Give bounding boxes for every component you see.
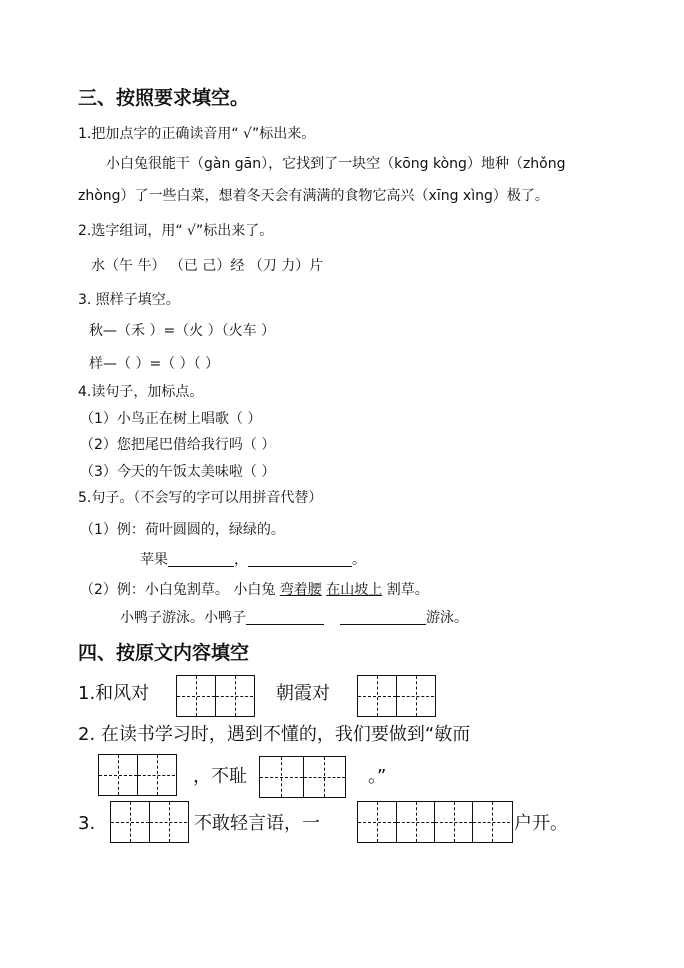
q5-example-2-underline-2: 在山坡上: [326, 582, 383, 598]
q5-prompt: 5.句子。（不会写的字可以用拼音代替）: [78, 490, 323, 506]
q2-prompt: 2.选字组词，用“ √”标出来了。: [78, 223, 274, 239]
q5-example-2-underline-1: 弯着腰: [279, 582, 322, 598]
q5-example-2-end: 割草。: [382, 582, 429, 598]
q3-prompt: 3. 照样子填空。: [78, 292, 180, 308]
q3-example: 秋—（禾 ）=（火 ）（火车 ）: [89, 323, 276, 339]
answer-blank[interactable]: [168, 550, 234, 567]
q4-prompt: 4.读句子，加标点。: [78, 384, 204, 400]
q5-example-2: [80, 580, 429, 600]
s4-q3-number: 3.: [78, 813, 96, 834]
answer-blank[interactable]: [248, 550, 352, 567]
q1-prompt: 1.把加点字的正确读音用“ √”标出来。: [78, 126, 316, 142]
q4-item: （2）您把尾巴借给我行吗（ ）: [80, 437, 276, 453]
writing-grid[interactable]: [357, 675, 436, 717]
s4-q3-end: 户开。: [514, 813, 568, 834]
writing-grid[interactable]: [98, 754, 177, 796]
writing-grid[interactable]: [259, 756, 346, 798]
q2-options: 水（午 牛） （已 己）经 （刀 力）片: [91, 258, 324, 274]
q5-answer-2-end: 游泳。: [426, 610, 468, 626]
writing-grid[interactable]: [357, 801, 513, 843]
q5-example-2-start: （2）例：小白兔割草。 小白兔: [80, 582, 280, 598]
s4-q2-middle: ，不耻: [193, 766, 247, 787]
answer-blank[interactable]: [246, 608, 324, 625]
q1-text-line2: zhòng）了一些白菜，想着冬天会有满满的食物它高兴（xīng xìng）极了。: [78, 188, 549, 204]
writing-grid[interactable]: [110, 801, 189, 843]
q4-item: （1）小鸟正在树上唱歌（ ）: [80, 411, 262, 427]
section-4-title: 四、按原文内容填空: [78, 642, 250, 664]
q5-answer-1-start: 苹果: [140, 552, 168, 568]
q4-item: （3）今天的午饭太美味啦（ ）: [80, 464, 276, 480]
q5-answer-1-end: 。: [352, 552, 366, 568]
q5-answer-1-comma: ，: [234, 552, 248, 568]
s4-q3-middle: 不敢轻言语，一: [194, 813, 320, 834]
writing-grid[interactable]: [176, 675, 255, 717]
answer-blank[interactable]: [340, 608, 426, 625]
s4-q1-left: 1.和风对: [78, 683, 150, 704]
s4-q2-end: 。”: [368, 766, 387, 787]
q3-task: 样—（ ）=（ ）（ ）: [89, 356, 220, 372]
q5-example-1: （1）例：荷叶圆圆的，绿绿的。: [80, 522, 285, 538]
q1-text-line1: 小白兔很能干（gàn gān），它找到了一块空（kōng kòng）地种（zhǒng: [106, 156, 566, 172]
section-3-title: 三、按照要求填空。: [78, 87, 250, 109]
q5-answer-2: [120, 608, 468, 628]
q5-answer-1: [140, 550, 366, 570]
s4-q1-middle: 朝霞对: [276, 683, 330, 704]
q5-answer-2-start: 小鸭子游泳。小鸭子: [120, 610, 246, 626]
s4-q2-line1: 2. 在读书学习时，遇到不懂的，我们要做到“敏而: [78, 724, 471, 745]
